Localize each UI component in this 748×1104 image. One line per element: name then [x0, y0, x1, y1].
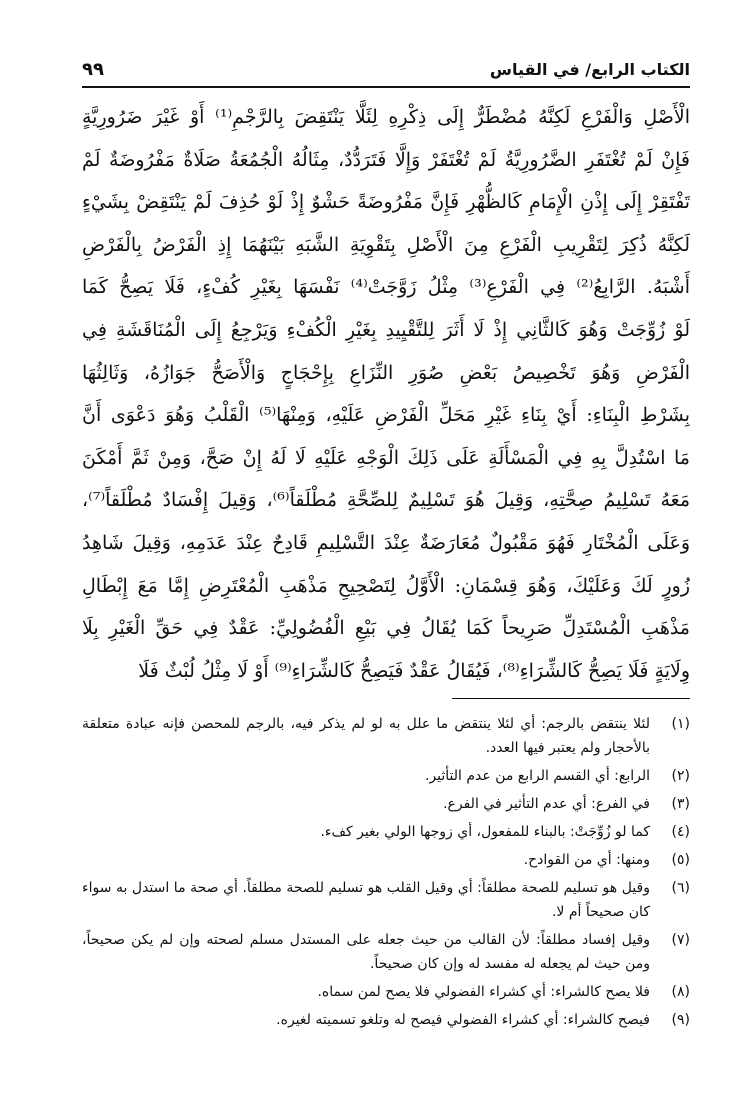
footnote — [82, 876, 690, 924]
footnote-text: فلا يصح كالشراء: أي كشراء الفضولي فلا يصح لمن سماه. — [317, 984, 650, 1000]
text-line: مَذْهَبِ الْمُسْتَدِلِّ صَرِيحاً كَمَا يُقَالُ فِي بَيْعِ الْفُضُولِيِّ: عَقْدٌ فِي حَقِّ الْغَيْرِ بِلَا — [82, 617, 690, 640]
text-line: وِلَايَةٍ فَلَا يَصِحُّ كَالشِّرَاءِ⁽⁸⁾، فَيُقَالُ عَقْدٌ فَيَصِحُّ كَالشِّرَاءِ⁽⁹⁾ أَوْ لَا مِثْلُ لُبْثٌ فَلَا — [138, 659, 690, 682]
footnote — [82, 792, 690, 816]
text-line: مَعَهُ تَسْلِيمُ صِحَّتِهِ، وَقِيلَ هُوَ تَسْلِيمٌ لِلصِّحَّةِ مُطْلَقاً⁽⁶⁾، وَقِيلَ إِفْسَادٌ مُطْلَقاً⁽⁷⁾، — [82, 489, 690, 512]
footnote — [82, 848, 690, 872]
footnote-text: في الفرع: أي عدم التأثير في الفرع. — [443, 796, 650, 812]
footnote-number: (٤) — [671, 824, 690, 840]
footnote-separator — [452, 698, 690, 699]
text-line: بِشَرْطِ الْبِنَاءِ: أَيْ بِنَاءِ غَيْرِ مَحَلِّ الْفَرْضِ عَلَيْهِ، وَمِنْهَا⁽⁵⁾ الْقَلْبُ وَهُوَ دَعْوَى أَنَّ — [82, 404, 690, 427]
page-header — [82, 56, 690, 82]
footnote-number: (٩) — [671, 1012, 690, 1028]
text-line: الْفَرْضِ وَهُوَ تَخْصِيصُ بَعْضِ صُوَرِ النِّزَاعِ بِإِحْجَاجٍ وَالْأَصَحُّ جَوَازُهُ، وَثَالِثُهَا — [82, 361, 690, 384]
footnote-number: (٦) — [671, 880, 690, 896]
footnote-number: (٥) — [671, 852, 690, 868]
footnote-number: (٨) — [671, 984, 690, 1000]
footnote-text: كما لو زُوِّجَتْ: بالبناء للمفعول، أي زوجها الولي بغير كفء. — [320, 824, 650, 840]
header-rule — [82, 86, 690, 88]
text-line: فَإِنْ لَمْ تُغْتَفَرِ الضَّرُورِيَّةُ لَمْ تُغْتَفَرْ وَإِلَّا فَتَرَدُّدٌ، مِثَالُهُ الْجُمُعَةُ صَلَاةٌ مَفْرُوضَةٌ لَمْ — [82, 148, 690, 171]
footnote — [82, 980, 690, 1004]
page-number: ٩٩ — [82, 58, 104, 80]
text-line: زُورٍ لَكَ وَعَلَيْكَ، وَهُوَ قِسْمَانِ: الْأَوَّلُ لِتَصْحِيحِ مَذْهَبِ الْمُعْتَرِضِ إِمَّا مَعَ إِبْطَالِ — [82, 574, 690, 597]
footnote — [82, 712, 690, 760]
footnote-number: (١) — [671, 716, 690, 732]
main-text — [82, 96, 690, 692]
text-line: مَا اسْتُدِلَّ بِهِ فِي الْمَسْأَلَةِ عَلَى ذَلِكَ الْوَجْهِ عَلَيْهِ لَا لَهُ إِنْ صَحَّ، وَمِنْ ثَمَّ أَمْكَنَ — [82, 446, 690, 469]
text-line: لَكِنَّهُ ذُكِرَ لِتَقْرِيبِ الْفَرْعِ مِنَ الْأَصْلِ بِتَقْوِيَةِ الشَّبَهِ بَيْنَهُمَا إِذِ الْفَرْضُ بِالْفَرْضِ — [82, 233, 690, 256]
footnote — [82, 928, 690, 976]
footnote-number: (٧) — [671, 932, 690, 948]
footnote-text: فيصح كالشراء: أي كشراء الفضولي فيصح له وتلغو تسميته لغيره. — [276, 1012, 650, 1028]
footnote-text: الرابع: أي القسم الرابع من عدم التأثير. — [424, 768, 650, 784]
footnote — [82, 820, 690, 844]
text-line: تَفْتَقِرْ إِلَى إِذْنِ الْإِمَامِ كَالظُّهْرِ فَإِنَّ مَفْرُوضَةً حَشْوٌ إِذْ لَوْ حُذِفَ لَمْ يَنْتَقِضْ بِشَيْءٍ — [82, 191, 690, 214]
footnote-text: لئلا ينتقض بالرجم: أي لئلا ينتقض ما علل به لو لم يذكر فيه، بالرجم للمحصن فإنه عبادة متعلقة بالأحجار ولم يعتبر فيها العدد. — [82, 716, 650, 756]
running-title: الكتاب الرابع/ في القياس — [489, 59, 690, 79]
text-line: لَوْ زُوِّجَتْ وَهُوَ كَالثَّانِي إِذْ لَا أَثَرَ لِلتَّقْيِيدِ بِغَيْرِ الْكُفْءِ وَيَرْجِعُ إِلَى الْمُنَاقَشَةِ فِي — [82, 318, 690, 341]
footnote — [82, 764, 690, 788]
text-line: وَعَلَى الْمُخْتَارِ فَهُوَ مَقْبُولٌ مُعَارَضَةٌ عِنْدَ التَّسْلِيمِ قَادِحٌ عِنْدَ عَدَمِهِ، وَقِيلَ شَاهِدُ — [82, 531, 690, 554]
footnote-number: (٢) — [671, 768, 690, 784]
footnotes — [82, 712, 690, 1036]
footnote-number: (٣) — [671, 796, 690, 812]
footnote — [82, 1008, 690, 1032]
footnote-text: ومنها: أي من القوادح. — [523, 852, 650, 868]
footnote-text: وقيل إفساد مطلقاً: لأن القالب من حيث جعله على المستدل مسلم لصحته وإن لم يكن صحيحاً، ومن حيث لم يجعله له مفسد له وإن كان صحيحاً. — [82, 932, 650, 972]
text-line: الْأَصْلِ وَالْفَرْعِ لَكِنَّهُ مُضْطَرٌّ إِلَى ذِكْرِهِ لِئَلَّا يَنْتَقِضَ بِالرَّجْمِ⁽¹⁾ أَوْ غَيْرَ ضَرُورِيَّةٍ — [82, 106, 690, 128]
text-line: أَشْبَهُ. الرَّابِعُ⁽²⁾ فِي الْفَرْعِ⁽³⁾ مِثْلُ زَوَّجَتْ⁽⁴⁾ نَفْسَهَا بِغَيْرِ كُفْءٍ، فَلَا يَصِحُّ كَمَا — [82, 276, 690, 299]
footnote-text: وقيل هو تسليم للصحة مطلقاً: أي وقيل القلب هو تسليم للصحة مطلقاً. أي صحة ما استدل به سواء كان صحيحاً أم لا. — [82, 880, 650, 920]
